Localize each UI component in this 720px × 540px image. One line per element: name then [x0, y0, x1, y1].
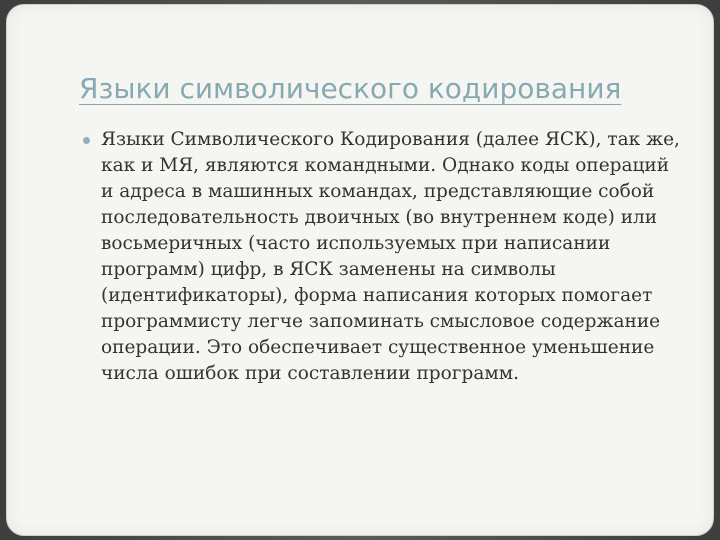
bullet-icon: [83, 137, 90, 144]
bullet-item: [83, 127, 683, 387]
bullet-text: Языки Символического Кодирования (далее ЯСК), так же, как и МЯ, являются командными. Однако коды операций и адреса в машинных командах, представляющие собой последовательность двоичных (во внутреннем коде) или восьмеричных (часто используемых при написании программ) цифр, в ЯСК заменены на символы (идентификаторы), форма написания которых помогает программисту легче запоминать смысловое содержание операции. Это обеспечивает существенное уменьшение числа ошибок при составлении программ.: [101, 129, 680, 384]
slide: [6, 4, 714, 536]
slide-title: Языки символического кодирования: [79, 72, 622, 105]
slide-content: [83, 127, 683, 387]
